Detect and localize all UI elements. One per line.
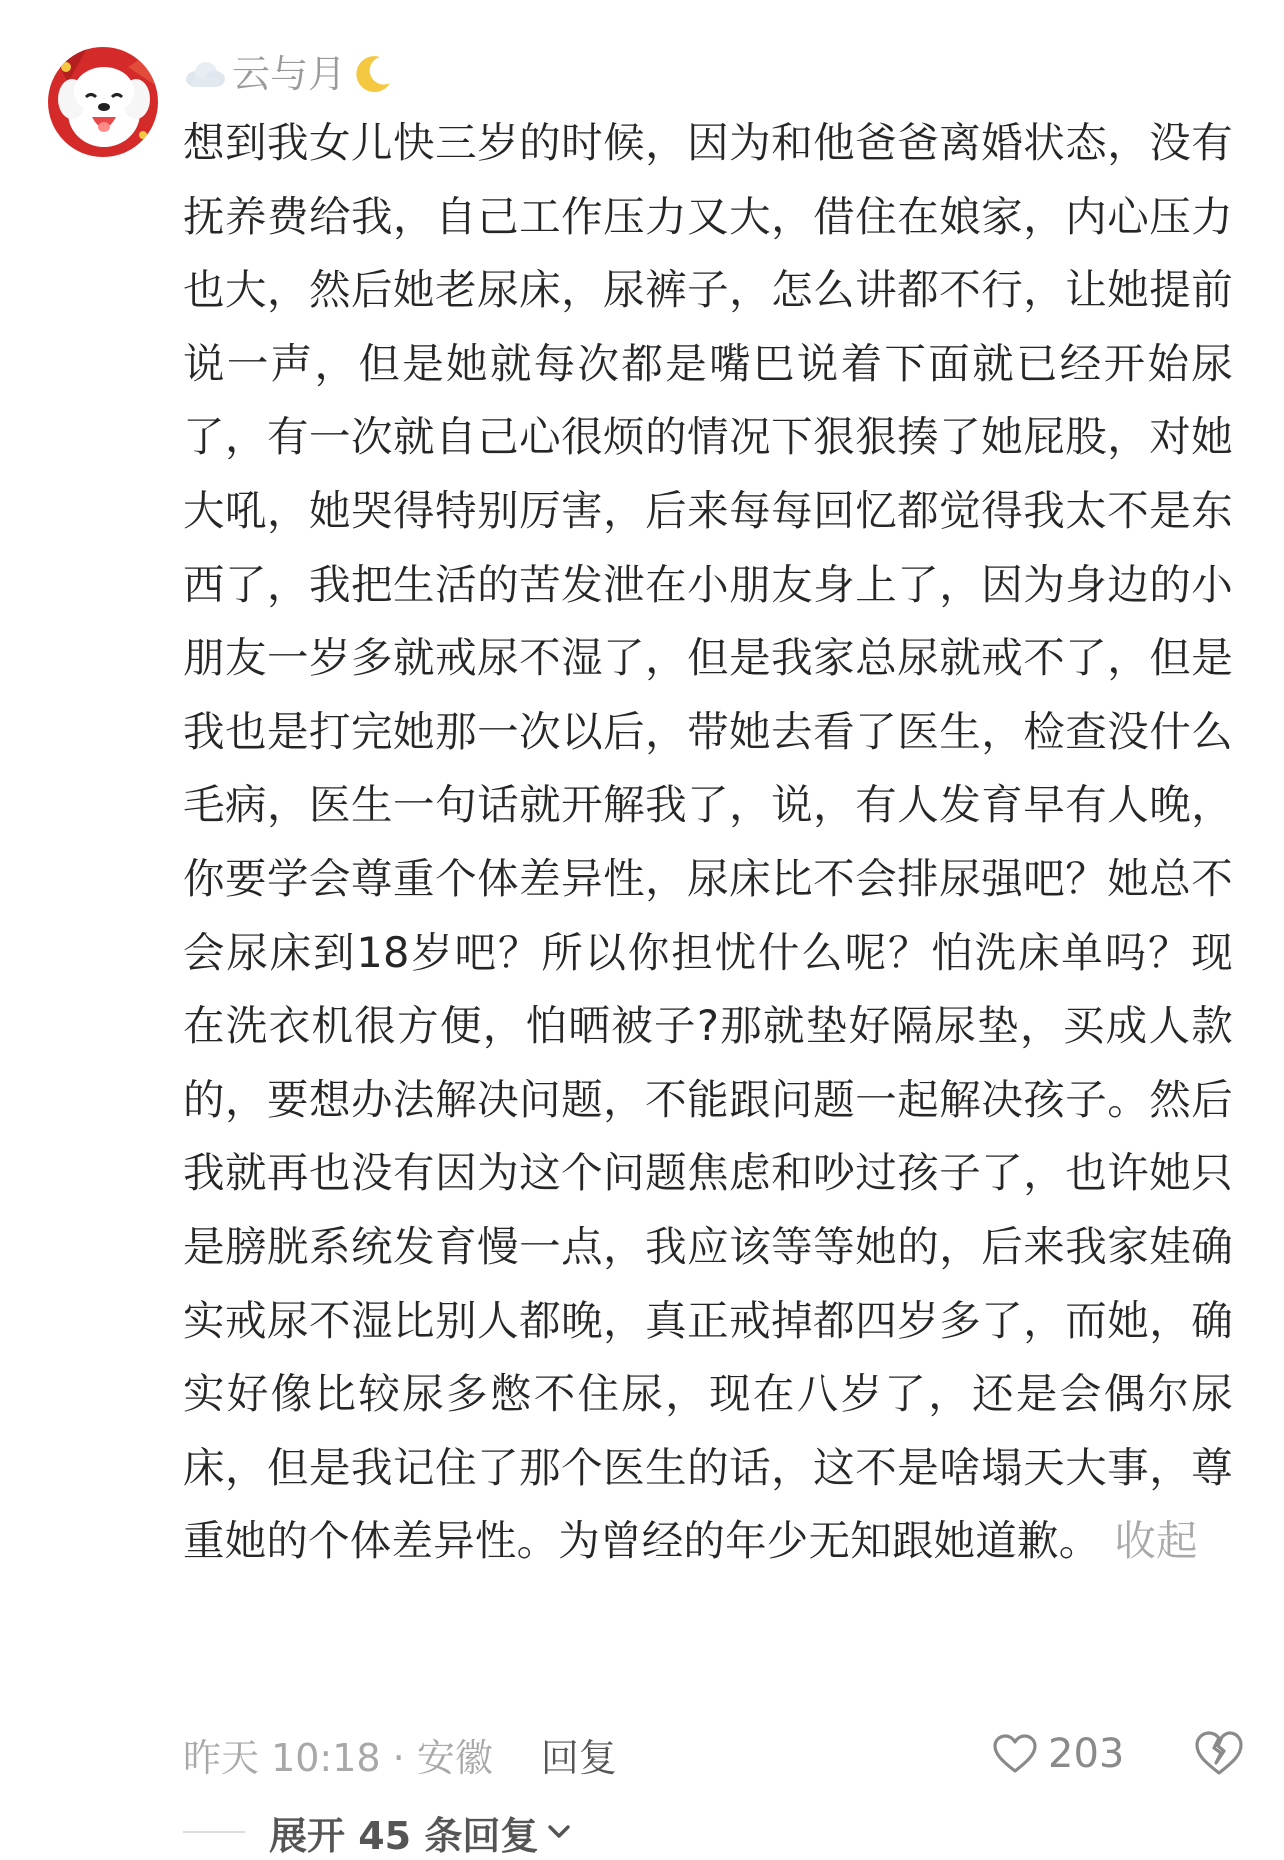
divider-line	[183, 1831, 245, 1833]
chevron-down-icon	[546, 1823, 572, 1841]
broken-heart-icon	[1192, 1727, 1246, 1781]
like-count: 203	[1048, 1731, 1125, 1777]
collapse-link[interactable]: 收起	[1114, 1516, 1198, 1566]
comment-body: 想到我女儿快三岁的时候，因为和他爸爸离婚状态，没有抚养费给我，自己工作压力又大，借住在娘家，内心压力也大，然后她老尿床，尿裤子，怎么讲都不行，让她提前说一声，但是她就每次都是嘴巴说着下面就已经开始尿了，有一次就自己心很烦的情况下狠狠揍了她屁股，对她大吼，她哭得特别厉害，后来每每回忆都觉得我太不是东西了，我把生活的苦发泄在小朋友身上了，因为身边的小朋友一岁多就戒尿不湿了，但是我家总尿就戒不了，但是我也是打完她那一次以后，带她去看了医生，检查没什么毛病，医生一句话就开解我了，说，有人发育早有人晚，你要学会尊重个体差异性，尿床比不会排尿强吧？她总不会尿床到18岁吧？所以你担忧什么呢？怕洗床单吗？现在洗衣机很方便，怕晒被子?那就垫好隔尿垫，买成人款的，要想办法解决问题，不能跟问题一起解决孩子。然后我就再也没有因为这个问题焦虑和吵过孩子了，也许她只是膀胱系统发育慢一点，我应该等等她的，后来我家娃确实戒尿不湿比别人都晚，真正戒掉都四岁多了，而她，确实好像比较尿多憋不住尿，现在八岁了，还是会偶尔尿床，但是我记住了那个医生的话，这不是啥塌天大事，尊重她的个体差异性。为曾经的年少无知跟她道歉。	[183, 118, 1233, 1566]
reply-button[interactable]: 回复	[541, 1727, 617, 1782]
dislike-button[interactable]	[1192, 1727, 1246, 1781]
white-puppy-avatar-icon	[48, 47, 158, 157]
comment-meta	[183, 1724, 617, 1784]
crescent-moon-icon	[352, 53, 394, 95]
username-row[interactable]	[184, 44, 394, 104]
expand-replies-button[interactable]	[269, 1805, 572, 1860]
username[interactable]: 云与月	[232, 52, 347, 96]
cloud-icon	[184, 59, 226, 89]
expand-replies-label: 展开 45 条回复	[269, 1813, 539, 1858]
avatar[interactable]	[48, 47, 158, 157]
time-location: 昨天 10:18 · 安徽	[183, 1735, 493, 1780]
expand-replies-row	[183, 1806, 572, 1858]
comment-text	[183, 106, 1233, 1578]
heart-outline-icon	[992, 1733, 1038, 1775]
like-button[interactable]	[992, 1724, 1124, 1784]
